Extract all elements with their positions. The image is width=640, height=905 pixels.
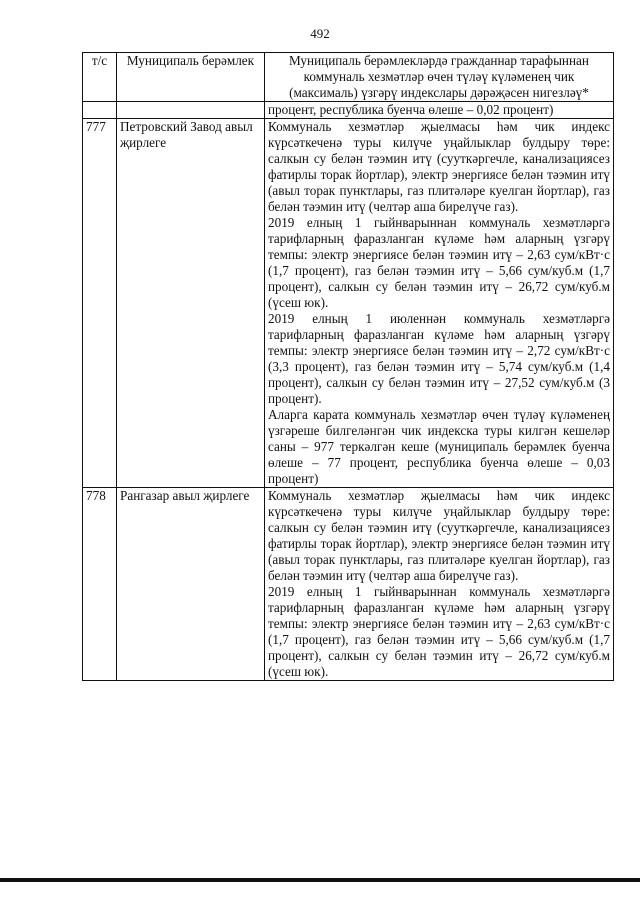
- continuation-name-cell: [117, 102, 265, 119]
- header-description: Муниципаль берәмлекләрдә гражданнар тарафыннан коммуналь хезмәтләр өчен түләү күләменең чик (максималь) үзгәрү индекслары дәрәҗәсен нигезләү*: [265, 53, 614, 102]
- row-paragraph: 2019 елның 1 июленнән коммуналь хезмәтләргә тарифларның фаразланган күләме һәм аларның үзгәрү темпы: электр энергиясе белән тәэмин итү – 2,72 сум/кВт·с (3,3 процент), газ белән тәэмин итү – 5,74 сум/куб.м (1,4 процент), салкын су белән тәэмин итү – 27,52 сум/куб.м (3 процент).: [268, 311, 610, 406]
- row-num: 777: [83, 119, 117, 488]
- continuation-row: [83, 102, 614, 119]
- table-row: [83, 119, 614, 488]
- row-paragraph: Коммуналь хезмәтләр җыелмасы һәм чик индекс күрсәткеченә туры килүче уңайлыклар булдыру төре: салкын су белән тәэмин итү (сууткәргечле, канализациясез фатирлы торак йортлар), электр энергиясе белән тәэмин итү (авыл торак пунктлары, газ плитәләре куелган йортлар), газ белән тәэмин итү (челтәр аша бирелүче газ).: [268, 488, 610, 583]
- header-num: т/с: [83, 53, 117, 102]
- row-paragraph: Коммуналь хезмәтләр җыелмасы һәм чик индекс күрсәткеченә туры килүче уңайлыклар булдыру төре: салкын су белән тәэмин итү (сууткәргечле, канализациясез фатирлы торак йортлар), электр энергиясе белән тәэмин итү (авыл торак пунктлары, газ плитәләре куелган йортлар), газ белән тәэмин итү (челтәр аша бирелүче газ).: [268, 119, 610, 214]
- row-paragraph: 2019 елның 1 гыйнварыннан коммуналь хезмәтләргә тарифларның фаразланган күләме һәм аларның үзгәрү темпы: электр энергиясе белән тәэмин итү – 2,63 сум/кВт·с (1,7 процент), газ белән тәэмин итү – 5,66 сум/куб.м (1,7 процент), салкын су белән тәэмин итү – 26,72 сум/куб.м (үсеш юк).: [268, 584, 610, 679]
- table-header-row: [83, 53, 614, 102]
- row-municipality: Рангазар авыл җирлеге: [117, 488, 265, 681]
- row-paragraph: Аларга карата коммуналь хезмәтләр өчен түләү күләменең үзгәреше билгеләнгән чик индекска туры килгән кешеләр саны – 977 теркәлгән кеше (муниципаль берәмлек буенча өлеше – 77 процент, республика буенча өлеше – 0,03 процент): [268, 407, 610, 486]
- municipality-tariff-table: [82, 52, 614, 681]
- header-municipality: Муниципаль берәмлек: [117, 53, 265, 102]
- row-num: 778: [83, 488, 117, 681]
- continuation-text: процент, республика буенча өлеше – 0,02 процент): [268, 102, 554, 117]
- row-description: [265, 119, 614, 488]
- scan-bottom-edge: [0, 878, 640, 882]
- continuation-text-cell: [265, 102, 614, 119]
- row-description: [265, 488, 614, 681]
- page-number: 492: [310, 26, 330, 41]
- row-paragraph: 2019 елның 1 гыйнварыннан коммуналь хезмәтләргә тарифларның фаразланган күләме һәм аларның үзгәрү темпы: электр энергиясе белән тәэмин итү – 2,63 сум/кВт·с (1,7 процент), газ белән тәэмин итү – 5,66 сум/куб.м (1,7 процент), салкын су белән тәэмин итү – 26,72 сум/куб.м (үсеш юк).: [268, 215, 610, 310]
- continuation-num-cell: [83, 102, 117, 119]
- row-municipality: Петровский Завод авыл җирлеге: [117, 119, 265, 488]
- table-row: [83, 488, 614, 681]
